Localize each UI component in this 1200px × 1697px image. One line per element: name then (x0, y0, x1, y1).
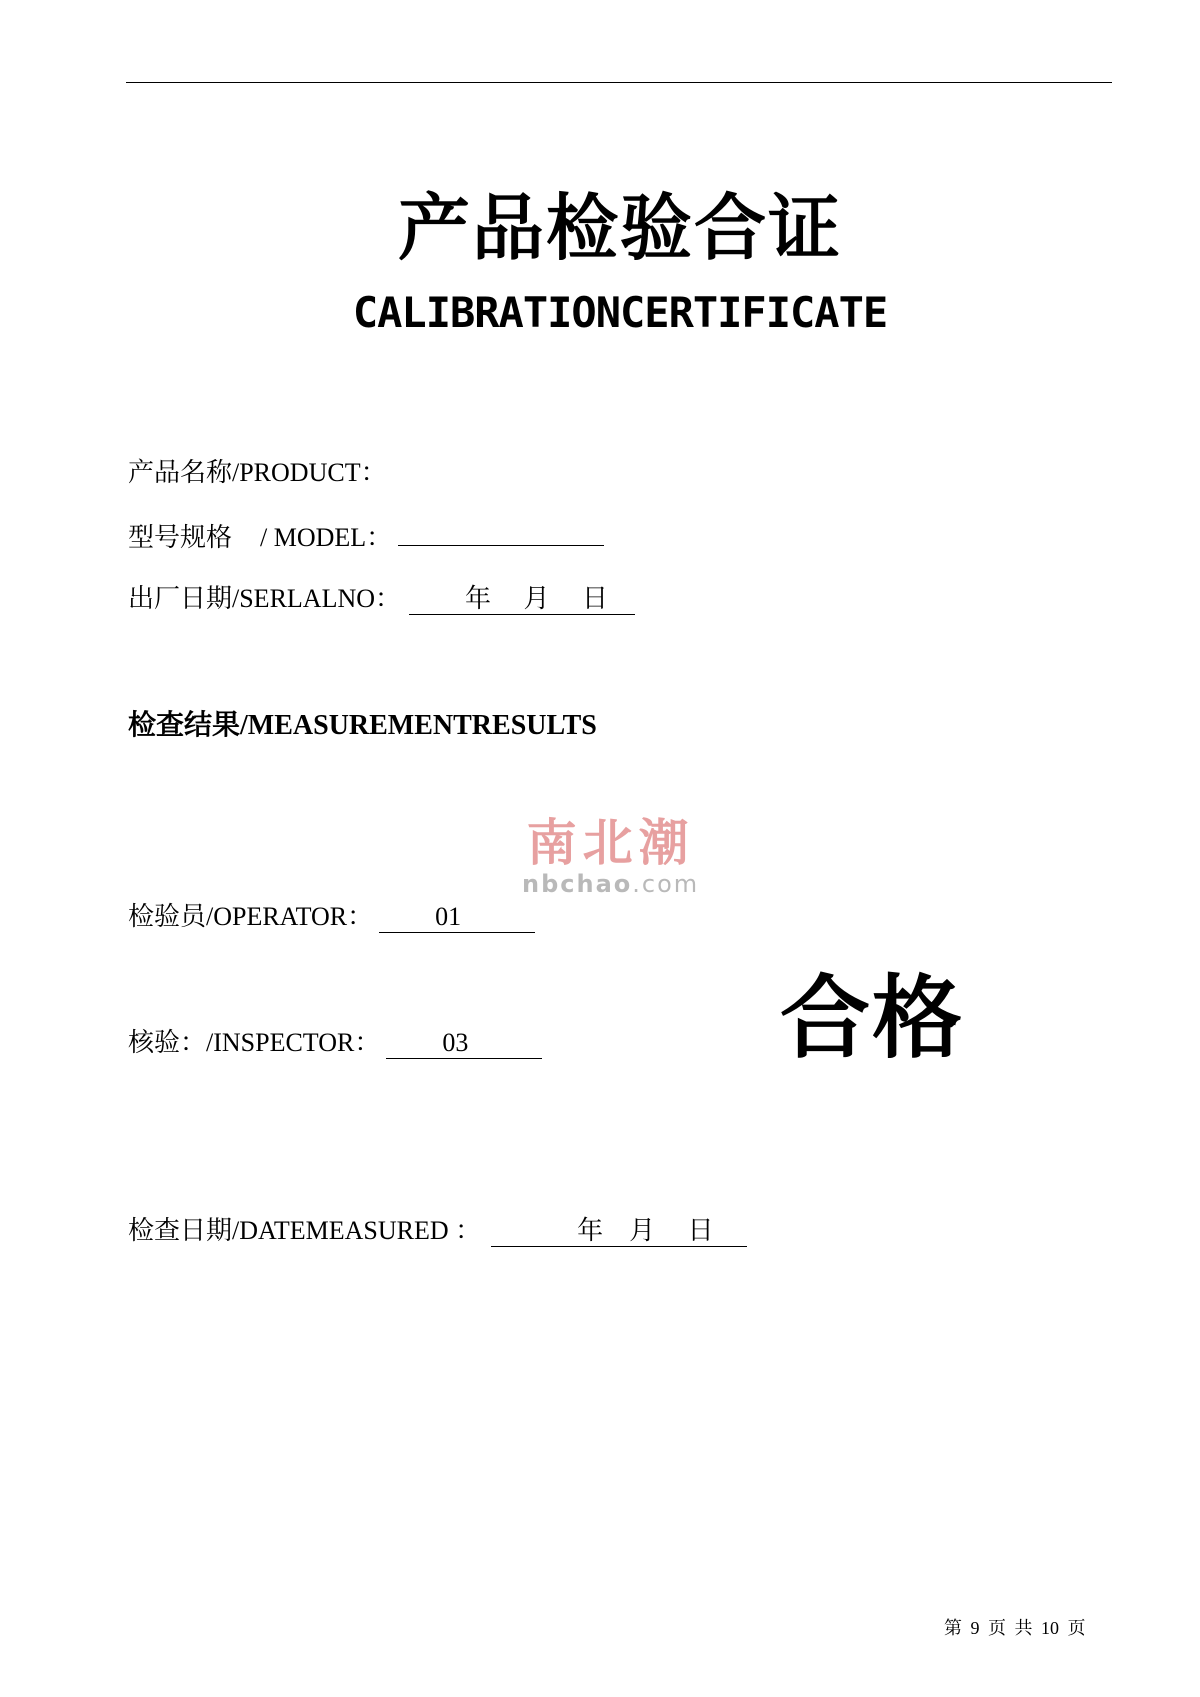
product-label: 产品名称/PRODUCT： (128, 458, 387, 487)
watermark-text-cn: 南北潮 (526, 813, 695, 872)
operator-field (128, 896, 535, 933)
page-subtitle: CALIBRATIONCERTIFICATE (352, 288, 888, 337)
results-heading (128, 703, 597, 743)
measured-blank (491, 1216, 747, 1247)
measured-value: 年 月 日 (577, 1216, 714, 1245)
serial-value: 年 月 日 (465, 584, 609, 613)
measured-field (128, 1210, 747, 1247)
measured-label: 检查日期/DATEMEASURED ： (128, 1216, 482, 1245)
operator-value: 01 (435, 902, 462, 931)
watermark-text-main: nbchao (522, 870, 633, 898)
watermark-logo (522, 815, 699, 897)
pass-stamp: 合格 (780, 966, 964, 1071)
operator-label: 检验员/OPERATOR： (128, 902, 374, 931)
inspector-value: 03 (442, 1028, 469, 1057)
product-field (128, 452, 387, 489)
model-blank (398, 515, 604, 546)
page-number: 第 9 页 共 10 页 (944, 1618, 1086, 1638)
results-label-cn: 检查结果 (128, 708, 241, 741)
serial-label: 出厂日期/SERLALNO： (128, 584, 402, 613)
model-field (128, 515, 604, 554)
header-rule (126, 82, 1112, 83)
inspector-blank (386, 1028, 542, 1059)
watermark-text-en (522, 871, 699, 897)
results-label-en: /MEASUREMENTRESULTS (240, 710, 597, 741)
watermark-text-domain: .com (632, 870, 700, 898)
page-title: 产品检验合证 (397, 186, 842, 270)
inspector-label: 核验：/INSPECTOR： (128, 1028, 381, 1057)
model-label-cn: 型号规格 (128, 523, 233, 552)
operator-blank (379, 902, 535, 933)
model-label-en: / MODEL： (260, 523, 393, 552)
inspector-field (128, 1022, 542, 1059)
serial-field (128, 578, 635, 615)
serial-blank (409, 584, 635, 615)
